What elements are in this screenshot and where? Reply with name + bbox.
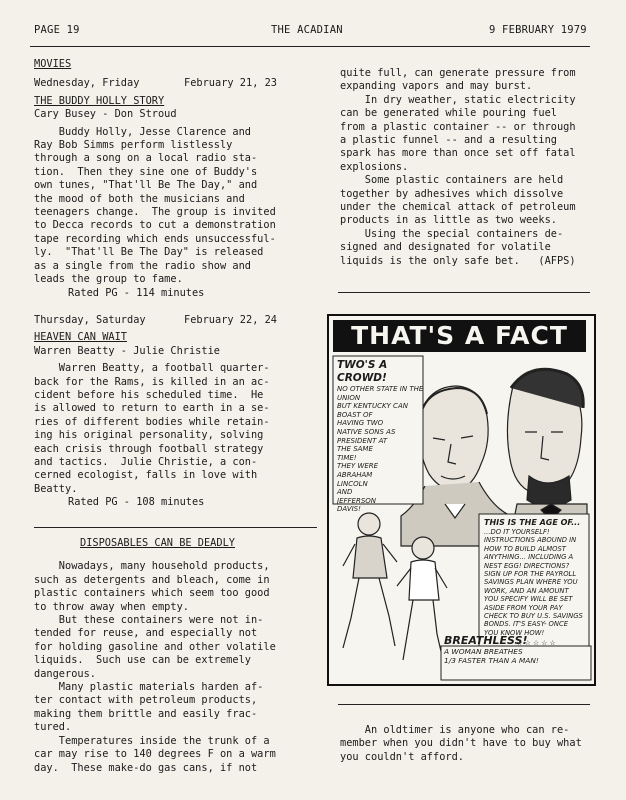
box-line: SIGN UP FOR THE PAYROLL bbox=[484, 570, 577, 579]
text-line: liquids is the only safe bet. (AFPS) bbox=[340, 254, 576, 267]
text-line: quite full, can generate pressure from bbox=[340, 67, 576, 79]
text-line: each crisis through football strategy bbox=[34, 442, 264, 455]
box-line: 1/3 FASTER THAN A MAN! bbox=[444, 656, 539, 665]
text-line: Ray Bob Simms perform listlessly bbox=[34, 139, 233, 152]
movie-rating: Rated PG - 108 minutes bbox=[68, 496, 205, 509]
text-line: teenagers change. The group is invited bbox=[34, 206, 276, 219]
text-line: leads the group to fame. bbox=[34, 273, 183, 286]
text-line: ing his original personality, solving bbox=[34, 429, 264, 442]
section-rule bbox=[34, 527, 317, 528]
text-line: Nowadays, many household products, bbox=[34, 560, 270, 573]
text-line: together by adhesives which dissolve bbox=[340, 187, 564, 200]
text-line: products in as little as two weeks. bbox=[340, 214, 557, 227]
text-line: as a single from the radio show and bbox=[34, 259, 251, 272]
box-line: A WOMAN BREATHES bbox=[444, 647, 523, 656]
text-line: Some plastic containers are held bbox=[340, 174, 564, 187]
box-line: TIME! bbox=[337, 453, 357, 462]
text-line: tape recording which ends unsuccessful- bbox=[34, 232, 276, 245]
schedule-line-1 bbox=[34, 77, 324, 90]
section-rule bbox=[338, 704, 590, 705]
text-line: Buddy Holly, Jesse Clarence and bbox=[34, 125, 251, 138]
box-line: CHECK TO BUY U.S. SAVINGS bbox=[484, 612, 583, 621]
text-line: car may rise to 140 degrees F on a warm bbox=[34, 748, 276, 761]
ad-title: THAT'S A FACT bbox=[333, 320, 586, 352]
text-line: Using the special containers de- bbox=[340, 227, 564, 240]
text-line: from a plastic container -- or through bbox=[340, 120, 576, 133]
text-line: In dry weather, static electricity bbox=[340, 93, 576, 106]
text-line: own tunes, "That'll Be The Day," and bbox=[34, 179, 258, 192]
box-line: LINCOLN bbox=[337, 479, 368, 488]
box-line: HAVING TWO bbox=[337, 419, 384, 428]
text-line: dangerous. bbox=[34, 667, 96, 680]
text-line: ries of different bodies while retain- bbox=[34, 415, 270, 428]
text-line: Temperatures inside the trunk of a bbox=[34, 734, 270, 747]
schedule-dates: February 21, 23 bbox=[184, 77, 277, 90]
schedule-days: Thursday, Saturday bbox=[34, 313, 146, 326]
box-text bbox=[444, 647, 592, 665]
text-line: the mood of both the musicians and bbox=[34, 192, 245, 205]
box-line: ...DO IT YOURSELF! bbox=[484, 528, 550, 536]
article-body bbox=[34, 560, 324, 775]
filler-text bbox=[340, 724, 600, 764]
page-number: PAGE 19 bbox=[34, 24, 80, 36]
text-line: making them brittle and easily frac- bbox=[34, 707, 258, 720]
movie-title: THE BUDDY HOLLY STORY bbox=[34, 94, 165, 107]
box-line: AND bbox=[337, 488, 353, 497]
text-line: Many plastic materials harden af- bbox=[34, 681, 264, 694]
box-line: YOU SPECIFY WILL BE SET bbox=[484, 595, 573, 604]
box-heading: BREATHLESS! bbox=[444, 634, 528, 647]
movie-cast: Cary Busey - Don Stroud bbox=[34, 108, 177, 121]
text-line: cident before his scheduled time. He bbox=[34, 388, 264, 401]
box-line: NATIVE SONS AS bbox=[337, 427, 396, 436]
text-line: But these containers were not in- bbox=[34, 614, 264, 627]
text-line: you couldn't afford. bbox=[340, 750, 464, 763]
text-line: and tactics. Julie Christie, a con- bbox=[34, 455, 258, 468]
box-line: BUT KENTUCKY CAN BOAST OF bbox=[337, 402, 408, 419]
box-text bbox=[337, 385, 425, 514]
text-line: cerned ecologist, falls in love with bbox=[34, 469, 258, 482]
text-line: liquids. Such use can be extremely bbox=[34, 654, 251, 667]
movie-rating: Rated PG - 114 minutes bbox=[68, 286, 205, 299]
box-line: HOW TO BUILD ALMOST bbox=[484, 544, 566, 553]
box-line: BONDS. IT'S EASY- ONCE bbox=[484, 620, 569, 629]
box-line: INSTRUCTIONS ABOUND IN bbox=[484, 536, 577, 545]
box-text bbox=[484, 528, 588, 637]
text-line: Beatty. bbox=[34, 482, 78, 495]
text-line: for holding gasoline and other volatile bbox=[34, 640, 276, 653]
text-line: plastic containers which seem too good bbox=[34, 587, 270, 600]
text-line: such as detergents and bleach, come in bbox=[34, 573, 270, 586]
article-continuation bbox=[340, 67, 600, 268]
text-line: back for the Rams, is killed in an ac- bbox=[34, 375, 270, 388]
text-line: day. These make-do gas cans, if not bbox=[34, 761, 258, 774]
issue-date: 9 FEBRUARY 1979 bbox=[489, 24, 587, 36]
box-line: NEST EGG! DIRECTIONS? bbox=[484, 561, 570, 570]
text-line: under the chemical attack of petroleum bbox=[340, 201, 576, 214]
schedule-line-2 bbox=[34, 314, 324, 327]
age-of-box bbox=[484, 518, 588, 648]
text-line: signed and designated for volatile bbox=[340, 241, 551, 254]
text-line: tended for reuse, and especially not bbox=[34, 627, 258, 640]
box-line: PRESIDENT AT bbox=[337, 436, 388, 445]
text-line: explosions. bbox=[340, 160, 409, 173]
box-line: ABRAHAM bbox=[337, 470, 373, 479]
two-crowd-box bbox=[337, 359, 425, 514]
box-line: YOU KNOW HOW! bbox=[484, 628, 545, 637]
filler-column bbox=[340, 724, 600, 764]
box-line: JEFFERSON bbox=[337, 496, 377, 505]
text-line: is allowed to return to earth in a se- bbox=[34, 402, 270, 415]
text-line: ly. "That'll Be The Day" is released bbox=[34, 246, 264, 259]
text-line: a plastic funnel -- and a resulting bbox=[340, 134, 557, 147]
box-heading: TWO'S A CROWD! bbox=[337, 359, 388, 384]
text-line: to throw away when empty. bbox=[34, 600, 189, 613]
box-line: WORK, AND AN AMOUNT bbox=[484, 586, 569, 595]
left-column bbox=[34, 58, 324, 510]
movie-title: HEAVEN CAN WAIT bbox=[34, 331, 127, 344]
section-rule bbox=[338, 292, 590, 293]
section-heading-movies: MOVIES bbox=[34, 58, 72, 70]
box-line: SAVINGS PLAN WHERE YOU bbox=[484, 578, 578, 587]
header-rule bbox=[30, 46, 590, 47]
box-line: THE SAME bbox=[337, 445, 373, 454]
box-line: THEY WERE bbox=[337, 462, 379, 471]
movie-synopsis bbox=[34, 126, 324, 287]
breathless-box bbox=[444, 634, 592, 665]
movie-synopsis bbox=[34, 362, 324, 496]
stars-row: ☆ ☆ ☆ ☆ ☆ bbox=[516, 639, 556, 648]
text-line: An oldtimer is anyone who can re- bbox=[340, 724, 570, 736]
box-line: ASIDE FROM YOUR PAY bbox=[484, 603, 563, 612]
text-line: tion. Then they sine one of Buddy's bbox=[34, 165, 258, 178]
text-line: spark has more than once set off fatal bbox=[340, 147, 576, 160]
movie-cast: Warren Beatty - Julie Christie bbox=[34, 344, 220, 357]
schedule-days: Wednesday, Friday bbox=[34, 77, 140, 90]
box-heading: THIS IS THE AGE OF... bbox=[484, 518, 581, 527]
text-line: expanding vapors and may burst. bbox=[340, 80, 533, 93]
text-line: through a song on a local radio sta- bbox=[34, 152, 258, 165]
schedule-dates: February 22, 24 bbox=[184, 313, 277, 326]
box-line: ANYTHING... INCLUDING A bbox=[484, 553, 574, 562]
text-line: tured. bbox=[34, 721, 72, 734]
newspaper-name: THE ACADIAN bbox=[271, 24, 343, 36]
text-line: Warren Beatty, a football quarter- bbox=[34, 362, 270, 375]
text-line: member when you didn't have to buy what bbox=[340, 737, 582, 750]
box-line: NO OTHER STATE IN THE UNION bbox=[337, 385, 424, 402]
right-column bbox=[340, 67, 600, 268]
text-line: can be generated while pouring fuel bbox=[340, 107, 557, 120]
text-line: to Decca records to cut a demonstration bbox=[34, 219, 276, 232]
box-line: DAVIS! bbox=[337, 505, 361, 514]
thats-a-fact-ad bbox=[327, 314, 596, 686]
article-title: DISPOSABLES CAN BE DEADLY bbox=[80, 537, 235, 549]
article-column bbox=[34, 537, 324, 775]
text-line: ter contact with petroleum products, bbox=[34, 694, 258, 707]
